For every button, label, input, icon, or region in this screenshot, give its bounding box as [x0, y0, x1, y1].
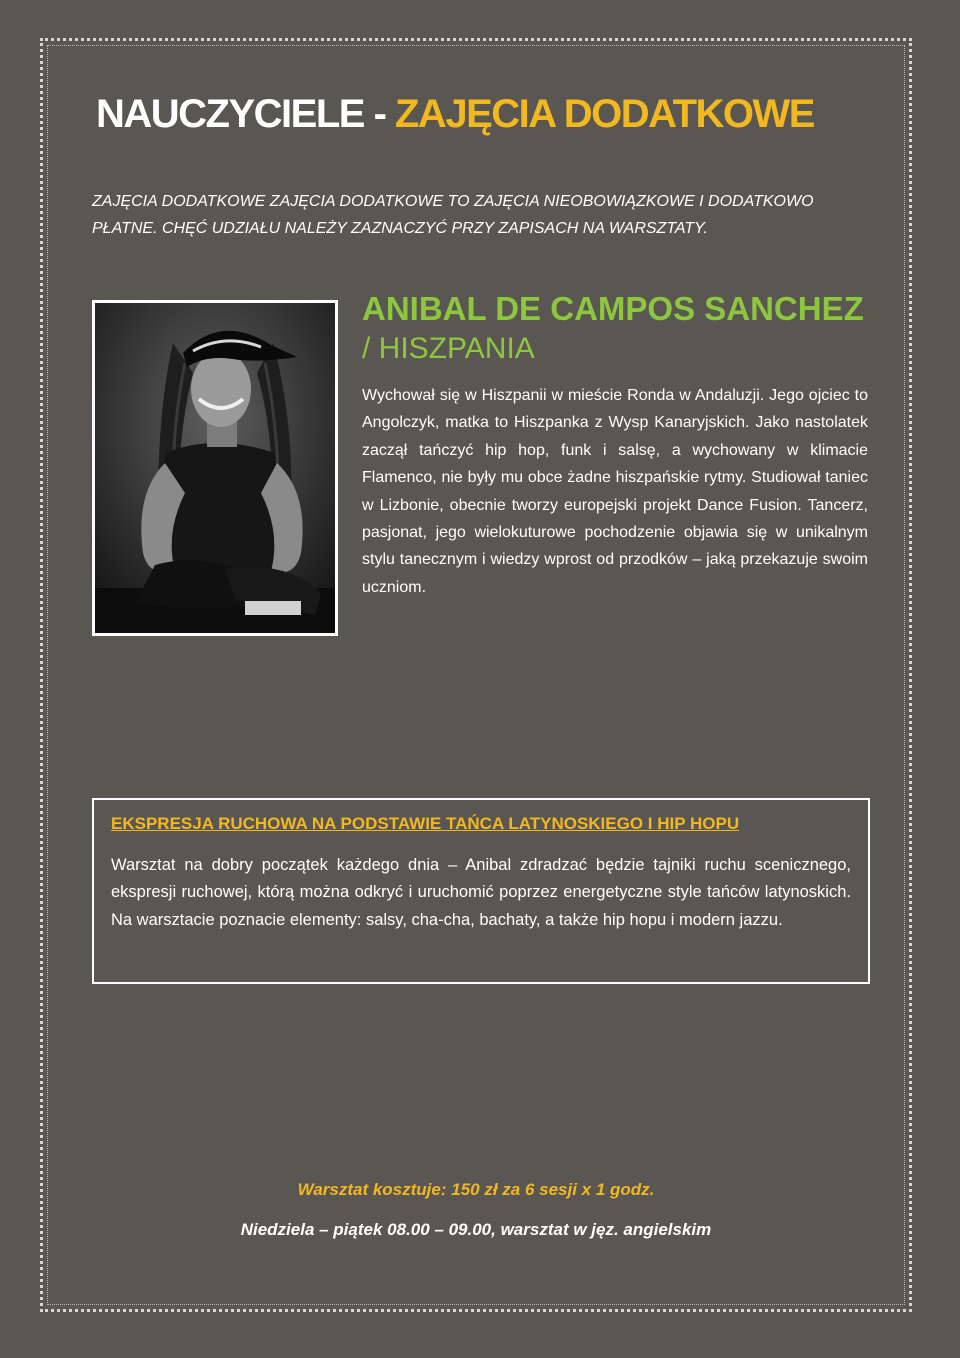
page-title-part1: NAUCZYCIELE -: [96, 92, 395, 136]
workshop-description: Warsztat na dobry początek każdego dnia – Anibal zdradzać będzie tajniki ruchu scenicznego, ekspresji ruchowej, którą można odkryć i uruchomić poprzez energetyczne style tańców latynoskich. Na warsztacie poznacie elementy: salsy, cha-cha, bachaty, a także hip hopu i modern jazzu.: [111, 856, 851, 929]
page-title-part2: ZAJĘCIA DODATKOWE: [395, 92, 814, 136]
teacher-name: ANIBAL DE CAMPOS SANCHEZ: [362, 290, 864, 327]
teacher-photo-image: [95, 303, 335, 633]
page-title: [96, 92, 814, 137]
teacher-country: / HISZPANIA: [362, 332, 535, 365]
intro-text: ZAJĘCIA DODATKOWE ZAJĘCIA DODATKOWE TO ZAJĘCIA NIEOBOWIĄZKOWE I DODATKOWO PŁATNE. CHĘĆ UDZIAŁU NALEŻY ZAZNACZYĆ PRZY ZAPISACH NA WARSZTATY.: [92, 193, 814, 237]
teacher-bio: Wychował się w Hiszpanii w mieście Ronda w Andaluzji. Jego ojciec to Angolczyk, matka to Hiszpanka z Wysp Kanaryjskich. Jako nastolatek zaczął tańczyć hip hop, funk i salsę, a wychowany w klimacie Flamenco, nie były mu obce żadne hiszpańskie rytmy. Studiował taniec w Lizbonie, obecnie tworzy europejski projekt Dance Fusion. Tancerz, pasjonat, jego wielokuturowe pochodzenie objawia się w unikalnym stylu tanecznym i wiedzy wprost od przodków – jaką przekazuje swoim uczniom.: [362, 387, 868, 596]
teacher-photo: [92, 300, 338, 636]
workshop-schedule: Niedziela – piątek 08.00 – 09.00, warsztat w jęz. angielskim: [240, 1220, 712, 1239]
workshop-title: EKSPRESJA RUCHOWA NA PODSTAWIE TAŃCA LATYNOSKIEGO I HIP HOPU: [111, 814, 740, 833]
workshop-box: [92, 798, 870, 984]
workshop-price: Warsztat kosztuje: 150 zł za 6 sesji x 1 godz.: [297, 1180, 655, 1199]
